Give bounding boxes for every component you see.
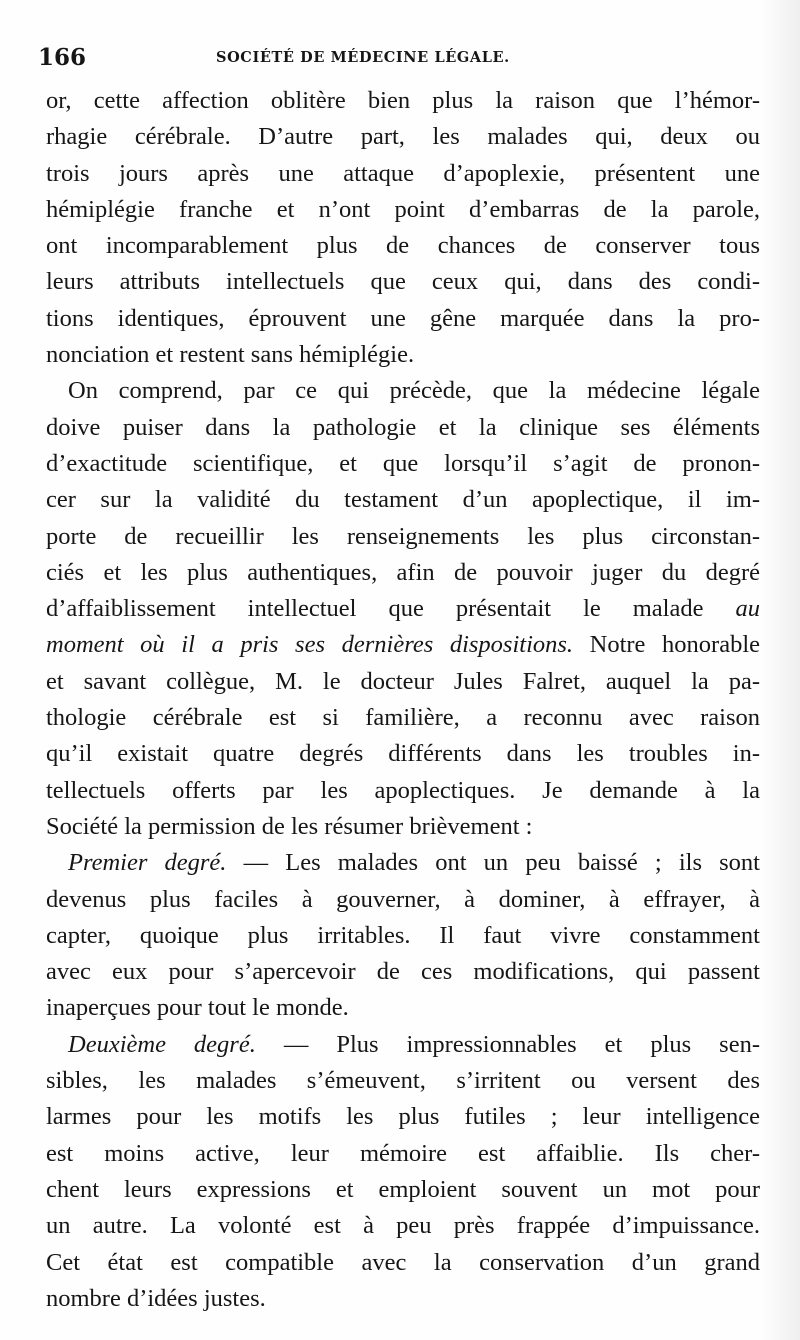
text-segment: nombre d’idées justes. — [46, 1284, 266, 1312]
italic-text-segment: au — [735, 595, 760, 623]
text-line — [46, 1063, 760, 1099]
text-segment: avec eux pour s’apercevoir de ces modifications, qui passent — [46, 958, 760, 986]
text-line — [46, 192, 760, 228]
running-head: SOCIÉTÉ DE MÉDECINE LÉGALE. — [216, 49, 510, 66]
text-line — [46, 809, 760, 845]
text-line — [46, 83, 760, 119]
text-segment: capter, quoique plus irritables. Il faut vivre constamment — [46, 921, 760, 949]
italic-text-segment: moment où il a pris ses dernières dispositions. — [46, 631, 574, 659]
text-segment: tions identiques, éprouvent une gêne marquée dans la pro- — [46, 304, 760, 332]
text-segment: Notre honorable — [573, 631, 760, 659]
text-segment: — Plus impressionnables et plus sen- — [255, 1030, 760, 1058]
text-segment: devenus plus faciles à gouverner, à dominer, à effrayer, à — [46, 885, 760, 913]
text-segment: et savant collègue, M. le docteur Jules Falret, auquel la pa- — [46, 667, 760, 695]
text-line — [46, 410, 760, 446]
text-segment: ciés et les plus authentiques, afin de pouvoir juger du degré — [46, 558, 760, 586]
text-line — [46, 519, 760, 555]
text-segment: chent leurs expressions et emploient souvent un mot pour — [46, 1175, 760, 1203]
text-segment: un autre. La volonté est à peu près frappée d’impuissance. — [46, 1212, 760, 1240]
text-segment: sibles, les malades s’émeuvent, s’irritent ou versent des — [46, 1067, 760, 1095]
text-segment: nonciation et restent sans hémiplégie. — [46, 341, 415, 369]
text-line — [46, 918, 760, 954]
text-segment: rhagie cérébrale. D’autre part, les malades qui, deux ou — [46, 123, 760, 151]
body-text — [46, 83, 760, 1317]
text-segment: larmes pour les motifs les plus futiles ; leur intelligence — [46, 1103, 760, 1131]
text-line — [46, 773, 760, 809]
text-line — [46, 446, 760, 482]
text-line — [46, 1245, 760, 1281]
italic-text-segment: Deuxième degré. — [68, 1030, 256, 1058]
text-line — [46, 882, 760, 918]
text-line — [46, 700, 760, 736]
text-segment: porte de recueillir les renseignements les plus circonstan- — [46, 522, 760, 550]
text-line — [46, 373, 760, 409]
text-line — [46, 627, 760, 663]
text-line — [46, 990, 760, 1026]
text-line — [46, 264, 760, 300]
text-line — [46, 555, 760, 591]
page-edge-shadow — [760, 0, 800, 1340]
text-segment: qu’il existait quatre degrés différents dans les troubles in- — [46, 740, 760, 768]
text-segment: hémiplégie franche et n’ont point d’embarras de la parole, — [46, 195, 760, 223]
text-segment: inaperçues pour tout le monde. — [46, 994, 349, 1022]
text-line — [46, 591, 760, 627]
page-header — [38, 40, 758, 76]
page-number: 166 — [38, 44, 87, 71]
text-segment: thologie cérébrale est si familière, a reconnu avec raison — [46, 704, 760, 732]
text-segment: d’affaiblissement intellectuel que présentait le malade — [46, 595, 736, 623]
text-segment: cer sur la validité du testament d’un apoplectique, il im- — [46, 486, 760, 514]
text-segment: — Les malades ont un peu baissé ; ils sont — [226, 849, 760, 877]
text-segment: Société la permission de les résumer brièvement : — [46, 812, 533, 840]
text-line — [46, 228, 760, 264]
text-line — [46, 736, 760, 772]
text-segment: or, cette affection oblitère bien plus la raison que l’hémor- — [46, 87, 760, 114]
text-segment: trois jours après une attaque d’apoplexie, présentent une — [46, 159, 760, 187]
text-line — [46, 482, 760, 518]
italic-text-segment: Premier degré. — [68, 849, 227, 877]
text-line — [46, 664, 760, 700]
text-segment: ont incomparablement plus de chances de conserver tous — [46, 232, 760, 260]
text-line — [46, 845, 760, 881]
text-line — [46, 337, 760, 373]
text-line — [46, 1136, 760, 1172]
text-segment: est moins active, leur mémoire est affaiblie. Ils cher- — [46, 1139, 760, 1167]
text-segment: doive puiser dans la pathologie et la clinique ses éléments — [46, 413, 760, 441]
text-segment: Cet état est compatible avec la conservation d’un grand — [46, 1248, 760, 1276]
text-line — [46, 1172, 760, 1208]
text-line — [46, 1099, 760, 1135]
text-line — [46, 119, 760, 155]
text-line — [46, 1027, 760, 1063]
text-line — [46, 1208, 760, 1244]
text-segment: On comprend, par ce qui précède, que la médecine légale — [68, 377, 760, 405]
text-line — [46, 301, 760, 337]
text-segment: leurs attributs intellectuels que ceux qui, dans des condi- — [46, 268, 760, 296]
text-line — [46, 156, 760, 192]
text-line — [46, 1281, 760, 1317]
text-line — [46, 954, 760, 990]
text-segment: d’exactitude scientifique, et que lorsqu’il s’agit de pronon- — [46, 449, 760, 477]
text-segment: tellectuels offerts par les apoplectiques. Je demande à la — [46, 776, 760, 804]
